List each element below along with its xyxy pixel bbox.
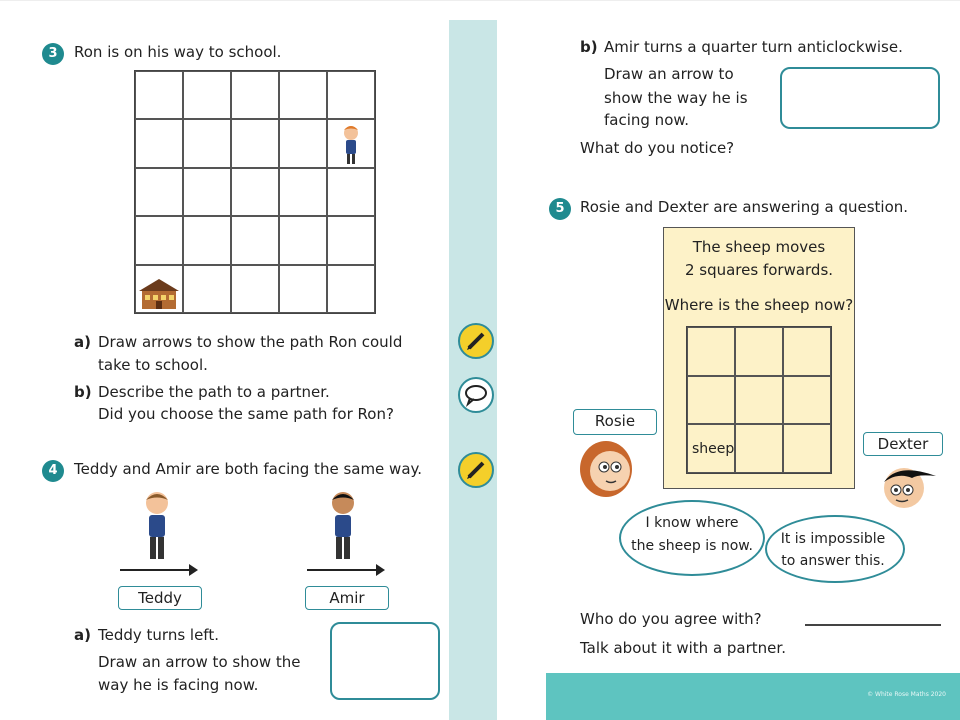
talk-prompt: Talk about it with a partner. (580, 639, 786, 657)
rosie-label: Rosie (573, 409, 657, 435)
question-3-text: Ron is on his way to school. (74, 43, 282, 61)
q4-part-a-line1: Teddy turns left. (98, 626, 219, 644)
question-number-3: 3 (42, 43, 64, 65)
q3-part-b-line2: Did you choose the same path for Ron? (98, 405, 394, 423)
card-line-1: The sheep moves (692, 238, 826, 256)
dexter-speech-line1: It is impossible (780, 531, 886, 547)
q4-part-a-label: a) (74, 626, 91, 644)
amir-answer-box[interactable] (780, 67, 940, 129)
teddy-figure (138, 488, 176, 562)
q4-part-a-line3: way he is facing now. (98, 676, 259, 694)
q4-part-b-line5: What do you notice? (580, 139, 735, 157)
q4-part-b-line4: facing now. (604, 111, 690, 129)
q3-part-a-line2: take to school. (98, 356, 208, 374)
q3-part-b-line1: Describe the path to a partner. (98, 383, 330, 401)
question-number-4: 4 (42, 460, 64, 482)
card-line-3: Where is the sheep now? (664, 296, 854, 314)
rosie-speech-line2: the sheep is now. (631, 538, 753, 554)
question-number-5: 5 (549, 198, 571, 220)
q4-part-a-line2: Draw an arrow to show the (98, 653, 301, 671)
page-top-edge (0, 0, 960, 19)
q3-part-b-label: b) (74, 383, 92, 401)
teddy-label: Teddy (118, 586, 202, 610)
q4-part-b-label: b) (580, 38, 598, 56)
footer-bar (546, 673, 960, 720)
speech-talk-icon (458, 377, 494, 413)
amir-figure (324, 488, 362, 562)
question-4-text: Teddy and Amir are both facing the same way. (74, 460, 423, 478)
copyright-text: © White Rose Maths 2020 (867, 691, 946, 698)
amir-direction-arrow (307, 569, 383, 571)
sheep-cell-label: sheep (692, 441, 735, 458)
rosie-speech-line1: I know where (645, 515, 739, 531)
dexter-label: Dexter (863, 432, 943, 456)
sheep-grid (686, 326, 832, 474)
pencil-icon (458, 323, 494, 359)
q4-part-b-line2: Draw an arrow to (604, 65, 734, 83)
school-icon (137, 277, 181, 311)
ron-figure (338, 122, 364, 168)
pencil-icon-2 (458, 452, 494, 488)
q4-part-b-line1: Amir turns a quarter turn anticlockwise. (604, 38, 903, 56)
teddy-direction-arrow (120, 569, 196, 571)
dexter-face (878, 460, 940, 510)
rosie-face (578, 437, 638, 499)
page-gutter (449, 20, 497, 720)
amir-label: Amir (305, 586, 389, 610)
teddy-answer-box[interactable] (330, 622, 440, 700)
agree-question: Who do you agree with? (580, 610, 762, 628)
question-5-text: Rosie and Dexter are answering a question. (580, 198, 909, 216)
answer-line[interactable] (805, 624, 941, 626)
dexter-speech-line2: to answer this. (781, 553, 885, 569)
q3-part-a-label: a) (74, 333, 91, 351)
q3-part-a-line1: Draw arrows to show the path Ron could (98, 333, 403, 351)
q4-part-b-line3: show the way he is (604, 89, 748, 107)
card-line-2: 2 squares forwards. (684, 261, 834, 279)
